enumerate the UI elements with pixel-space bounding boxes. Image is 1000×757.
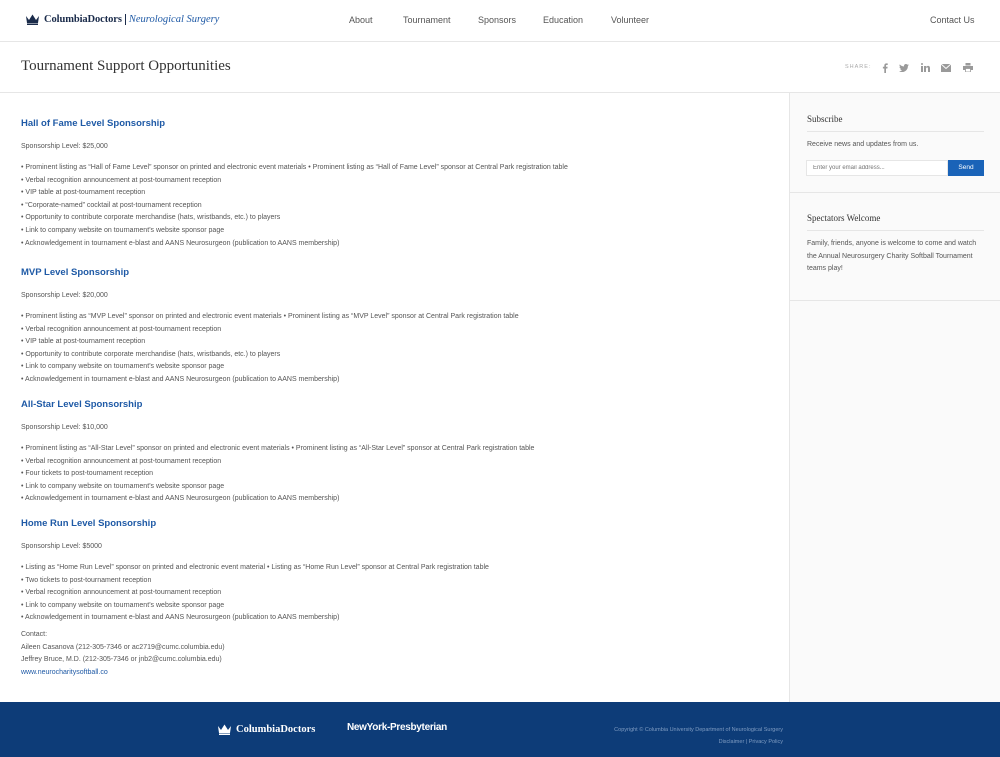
page-title-bar: [0, 42, 1000, 93]
subscribe-text: Receive news and updates from us.: [807, 141, 919, 148]
list-item: • Acknowledgement in tournament e-blast and AANS Neurosurgeon (publication to AANS membership): [21, 375, 340, 383]
list-item: • VIP table at post-tournament reception: [21, 338, 146, 346]
footer-nyp-logo[interactable]: [347, 722, 447, 733]
widget-rule: [807, 131, 984, 132]
list-item: • Two tickets to post-tournament reception: [21, 576, 152, 584]
list-item: • Verbal recognition announcement at post-tournament reception: [21, 325, 222, 333]
sponsorship-level: Sponsorship Level: $20,000: [21, 292, 108, 299]
sidebar-divider: [790, 192, 1000, 193]
list-item: • Verbal recognition announcement at post-tournament reception: [21, 589, 222, 597]
nav-tournament[interactable]: Tournament: [403, 15, 451, 25]
contact-label: Contact:: [21, 631, 48, 638]
section-title: Hall of Fame Level Sponsorship: [21, 118, 166, 129]
list-item: • Opportunity to contribute corporate merchandise (hats, wristbands, etc.) to players: [21, 350, 281, 358]
top-navigation-bar: [0, 0, 1000, 42]
nav-contact-us[interactable]: Contact Us: [930, 15, 975, 25]
list-item: • Prominent listing as “Hall of Fame Level” sponsor on printed and electronic event materials • Prominent listing as “Hall of Fame Level” sponsor at Central Park registration table: [21, 164, 568, 171]
crown-icon: [217, 723, 232, 735]
benefits-list: [21, 562, 489, 625]
list-item: • Listing as “Home Run Level” sponsor on printed and electronic event material • Listing as “Home Run Level” sponsor at Central Park registration table: [21, 564, 489, 571]
print-icon[interactable]: [962, 62, 974, 73]
widget-rule: [807, 230, 984, 231]
nav-education[interactable]: Education: [543, 15, 584, 25]
email-field[interactable]: [806, 160, 948, 176]
linkedin-icon[interactable]: [919, 62, 931, 73]
contact-line: Aileen Casanova (212-305-7346 or ac2719@cumc.columbia.edu): [21, 643, 225, 651]
list-item: • Acknowledgement in tournament e-blast and AANS Neurosurgeon (publication to AANS membership): [21, 495, 340, 503]
footer: [0, 702, 1000, 757]
sidebar: [789, 93, 1000, 702]
sponsorship-level: Sponsorship Level: $25,000: [21, 143, 108, 150]
section-title: Home Run Level Sponsorship: [21, 518, 157, 529]
list-item: • Verbal recognition announcement at post-tournament reception: [21, 457, 222, 465]
website-link[interactable]: www.neurocharitysoftball.co: [21, 668, 108, 676]
logo-neurosurgery-text: Neurological Surgery: [128, 13, 220, 25]
benefits-list: [21, 162, 568, 250]
list-item: • Opportunity to contribute corporate merchandise (hats, wristbands, etc.) to players: [21, 214, 281, 222]
mail-icon[interactable]: [940, 62, 952, 73]
section-home-run: [21, 518, 489, 625]
nav-about[interactable]: About: [349, 15, 373, 25]
list-item: • Acknowledgement in tournament e-blast and AANS Neurosurgeon (publication to AANS membership): [21, 614, 340, 622]
list-item: • Prominent listing as “All-Star Level” sponsor on printed and electronic event materials • Prominent listing as “All-Star Level” sponsor at Central Park registration table: [21, 445, 535, 452]
section-title: MVP Level Sponsorship: [21, 267, 130, 278]
list-item: • Verbal recognition announcement at post-tournament reception: [21, 176, 222, 184]
section-title: All-Star Level Sponsorship: [21, 399, 143, 410]
list-item: • Acknowledgement in tournament e-blast and AANS Neurosurgeon (publication to AANS membership): [21, 239, 340, 247]
facebook-icon[interactable]: [879, 62, 891, 73]
contact-line: Jeffrey Bruce, M.D. (212-305-7346 or jnb2@cumc.columbia.edu): [21, 656, 222, 664]
twitter-icon[interactable]: [898, 62, 910, 73]
subscribe-title: Subscribe: [807, 114, 843, 124]
footer-links[interactable]: Disclaimer | Privacy Policy: [718, 739, 783, 745]
benefits-list: [21, 311, 519, 387]
list-item: • “Corporate-named” cocktail at post-tournament reception: [21, 201, 202, 209]
spectators-title: Spectators Welcome: [807, 213, 881, 223]
contact-block: [21, 629, 225, 679]
list-item: • Four tickets to post-tournament reception: [21, 470, 154, 478]
logo-columbiadoctors-text: ColumbiaDoctors: [44, 13, 122, 25]
share-label: SHARE:: [845, 64, 872, 70]
send-button[interactable]: Send: [948, 160, 984, 176]
section-all-star: [21, 399, 534, 506]
copyright-text: Copyright © Columbia University Department of Neurological Surgery: [614, 727, 783, 733]
footer-logo1-text: ColumbiaDoctors: [236, 723, 316, 735]
crown-icon: [25, 13, 40, 25]
site-logo[interactable]: [25, 11, 219, 27]
list-item: • Link to company website on tournament’s website sponsor page: [21, 226, 225, 234]
nav-volunteer[interactable]: Volunteer: [611, 15, 650, 25]
section-hall-of-fame: [21, 118, 568, 250]
nav-sponsors[interactable]: Sponsors: [478, 15, 517, 25]
list-item: • VIP table at post-tournament reception: [21, 189, 146, 197]
spectators-text: Family, friends, anyone is welcome to come and watch the Annual Neurosurgery Charity Softball Tournament teams play!: [807, 240, 977, 273]
footer-columbiadoctors-logo[interactable]: [217, 723, 315, 735]
benefits-list: [21, 443, 534, 506]
list-item: • Link to company website on tournament’s website sponsor page: [21, 363, 225, 371]
sponsorship-level: Sponsorship Level: $10,000: [21, 424, 108, 431]
footer-logo2-text: NewYork-Presbyterian: [347, 722, 447, 733]
list-item: • Link to company website on tournament’s website sponsor page: [21, 601, 225, 609]
list-item: • Prominent listing as “MVP Level” sponsor on printed and electronic event materials • Prominent listing as “MVP Level” sponsor at Central Park registration table: [21, 313, 519, 320]
list-item: • Link to company website on tournament’s website sponsor page: [21, 482, 225, 490]
logo-separator: [125, 14, 126, 25]
sponsorship-level: Sponsorship Level: $5000: [21, 543, 102, 550]
page-title: Tournament Support Opportunities: [21, 58, 231, 74]
sidebar-divider: [790, 300, 1000, 301]
section-mvp: [21, 267, 519, 387]
footer-copyright: [614, 724, 783, 748]
